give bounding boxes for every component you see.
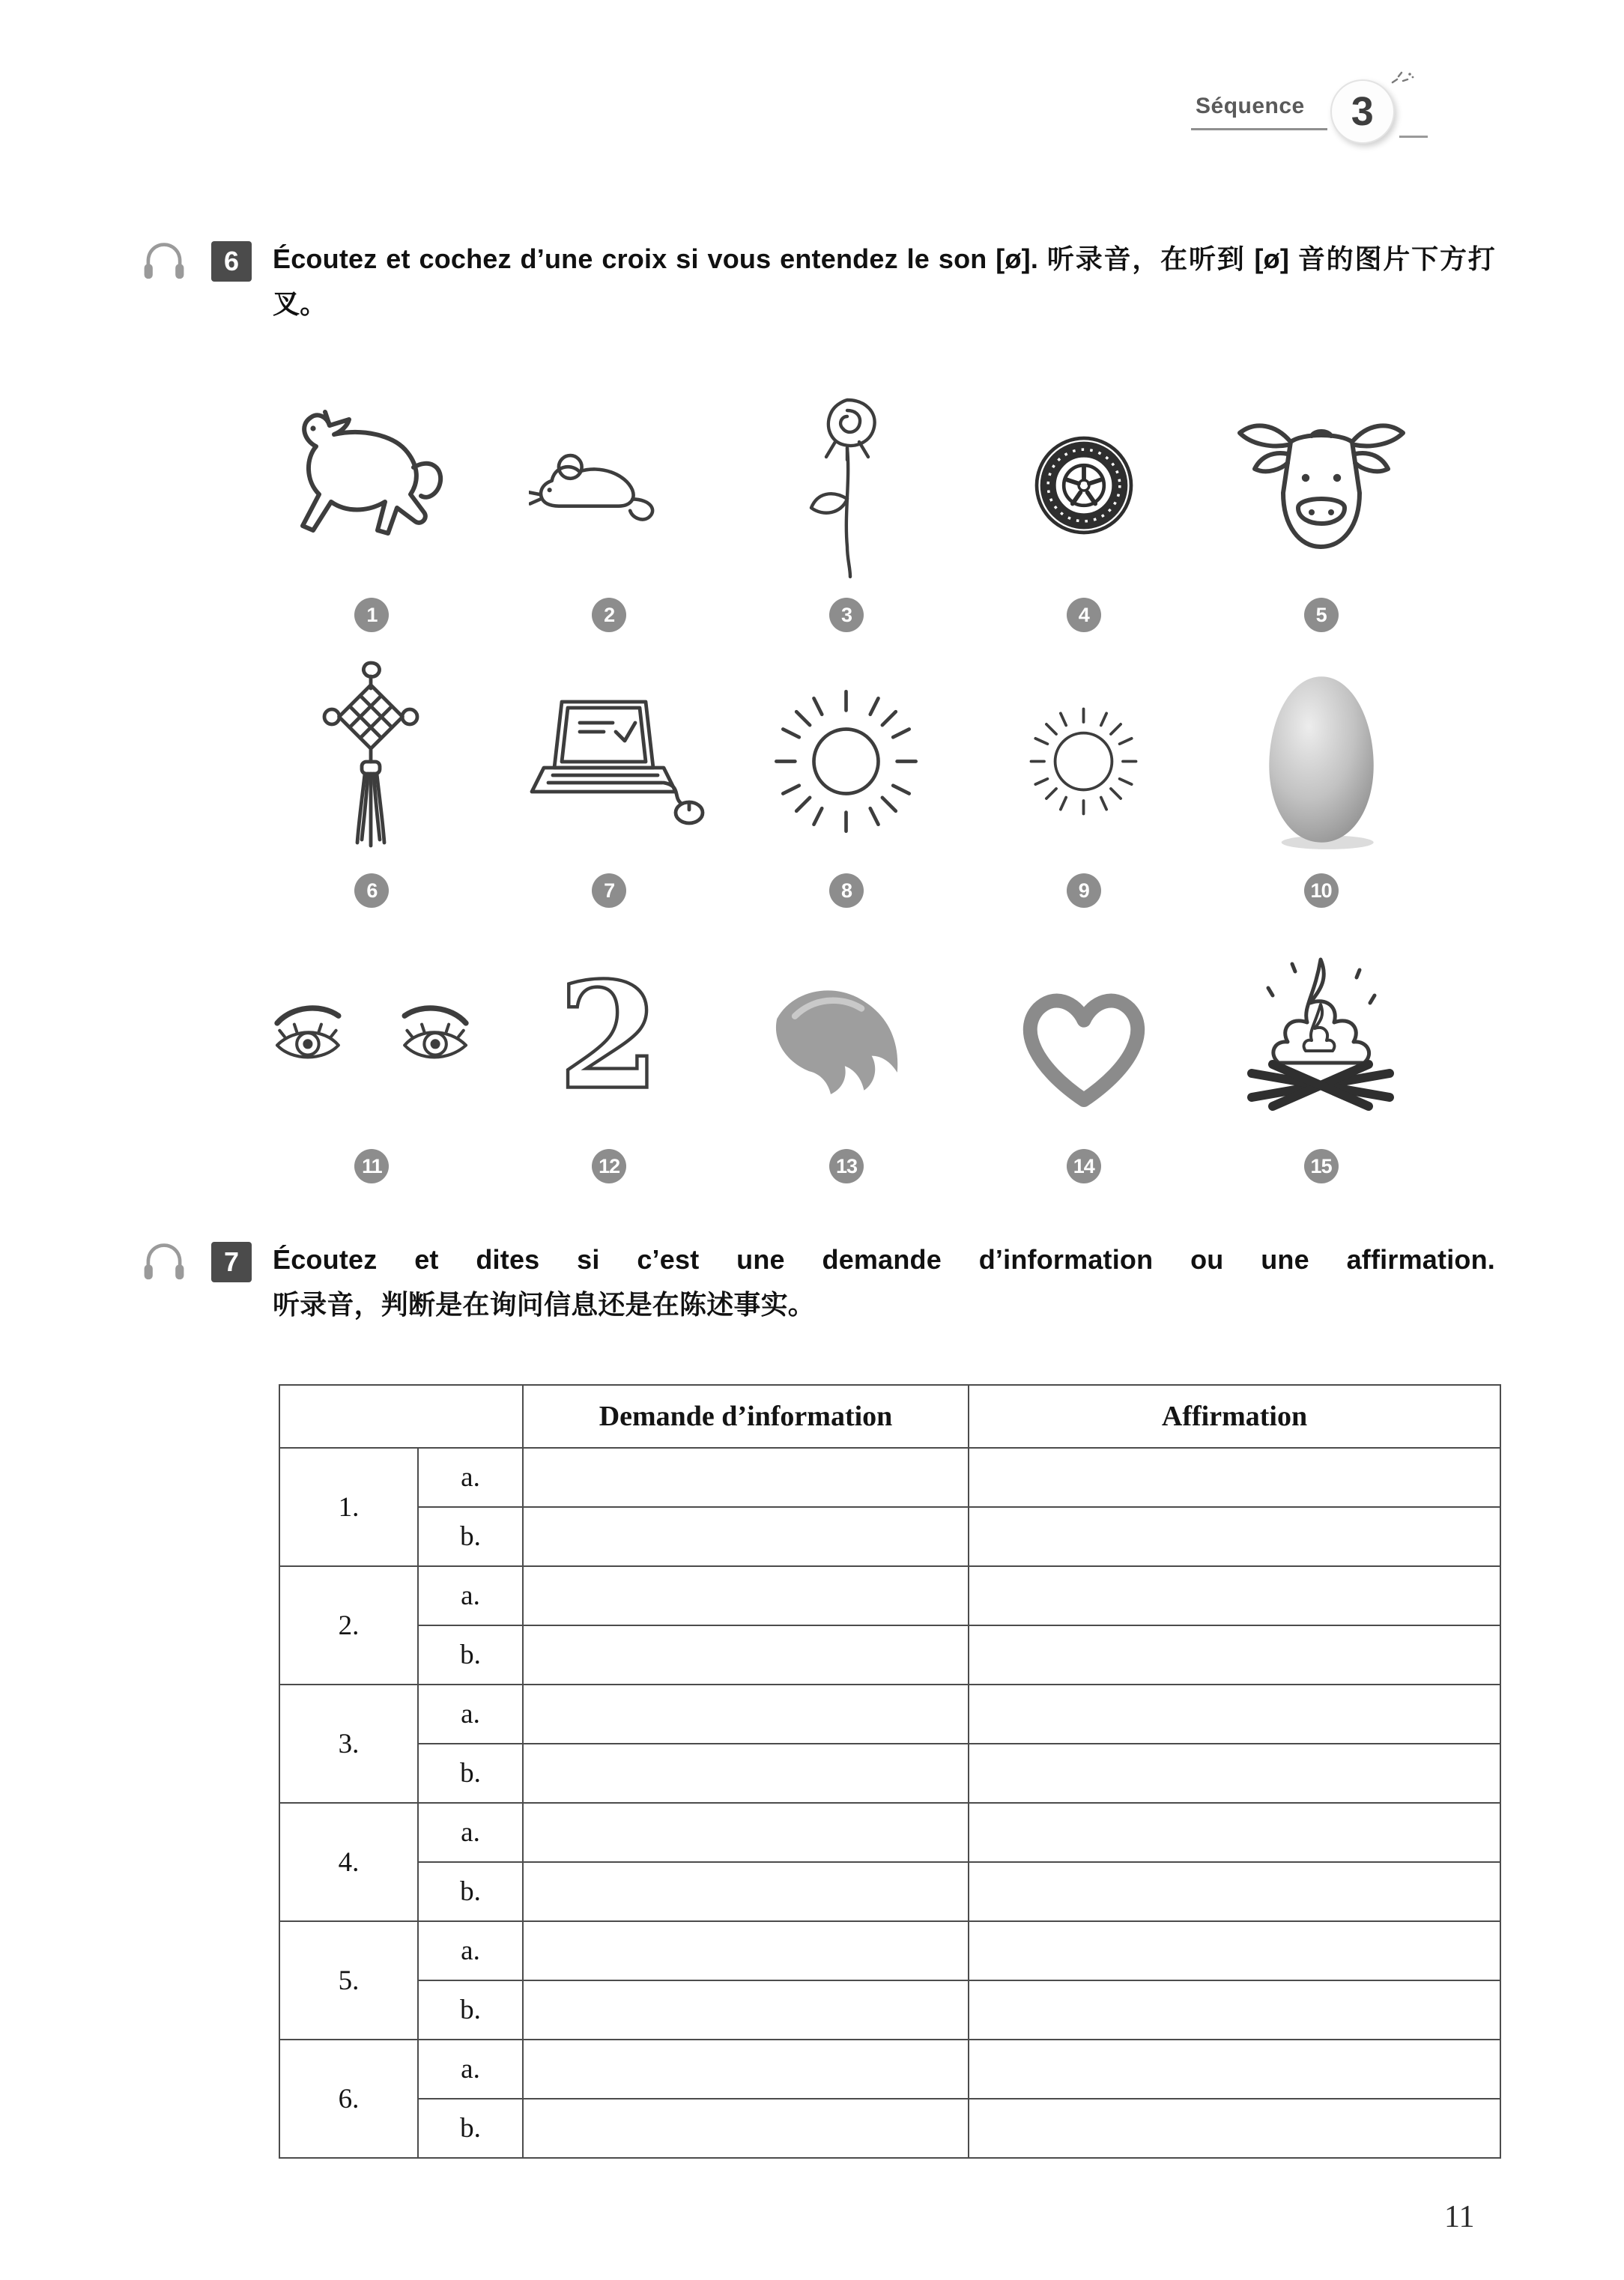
sun-icon: [766, 681, 927, 842]
row-number-cell: 2.: [279, 1566, 418, 1685]
sound-item: [253, 935, 491, 1183]
instruction-french: Écoutez et dites si c’est une demande d’information ou une affirmation.: [273, 1244, 1495, 1275]
item-image: [728, 935, 966, 1139]
sub-label-cell: a.: [418, 1803, 523, 1862]
item-number-badge: 8: [829, 873, 864, 908]
item-image: [728, 659, 966, 863]
item-number-badge: 3: [829, 598, 864, 632]
demande-answer-cell: [523, 1625, 969, 1685]
demande-answer-cell: [523, 1448, 969, 1507]
horse-icon: [259, 395, 484, 575]
row-number-cell: 5.: [279, 1921, 418, 2040]
sound-item: [1202, 935, 1440, 1183]
item-number-badge: 7: [592, 873, 626, 908]
demande-answer-cell: [523, 1507, 969, 1566]
row-number-cell: 4.: [279, 1803, 418, 1921]
table-row: [279, 1507, 1500, 1566]
demande-answer-cell: [523, 1980, 969, 2040]
sound-item: [491, 659, 728, 908]
exercise-7-header: [139, 1237, 1495, 1328]
affirmation-answer-cell: [969, 1566, 1500, 1625]
sub-label-cell: a.: [418, 1685, 523, 1744]
sound-item: [728, 935, 966, 1183]
row-number-cell: 6.: [279, 2040, 418, 2158]
sequence-number-circle: [1330, 79, 1395, 144]
demande-answer-cell: [523, 1566, 969, 1625]
table-row: [279, 1921, 1500, 1980]
item-image: [965, 383, 1202, 587]
affirmation-answer-cell: [969, 1685, 1500, 1744]
table-row: [279, 1862, 1500, 1921]
page-number: 11: [1444, 2200, 1475, 2234]
sound-item: [1202, 659, 1440, 908]
heart-icon: [999, 962, 1169, 1112]
item-number-badge: 1: [354, 598, 389, 632]
item-image: [965, 935, 1202, 1139]
item-number-badge: 2: [592, 598, 626, 632]
affirmation-answer-cell: [969, 1980, 1500, 2040]
row-number-cell: 3.: [279, 1685, 418, 1803]
column-header-affirmation: Affirmation: [969, 1385, 1500, 1448]
sub-label-cell: b.: [418, 1862, 523, 1921]
sub-label-cell: b.: [418, 1980, 523, 2040]
sound-item: [253, 659, 491, 908]
table-header-row: [279, 1385, 1500, 1448]
item-number-badge: 4: [1067, 598, 1101, 632]
table-row: [279, 1980, 1500, 2040]
item-number-badge: 14: [1067, 1149, 1101, 1183]
number-two-icon: [549, 956, 669, 1117]
sound-item: [965, 659, 1202, 908]
affirmation-answer-cell: [969, 2099, 1500, 2158]
sun-icon: [1018, 696, 1149, 827]
sequence-underline: [1399, 136, 1428, 138]
demande-answer-cell: [523, 2040, 969, 2099]
eyes-icon: [267, 996, 476, 1077]
sequence-label: Séquence: [1191, 94, 1327, 130]
item-image: [1202, 383, 1440, 587]
item-image: [1202, 935, 1440, 1139]
affirmation-answer-cell: [969, 1625, 1500, 1685]
table-row: [279, 1744, 1500, 1803]
headphones-icon: [139, 238, 189, 288]
tire-icon: [1031, 433, 1136, 538]
sound-item: [253, 383, 491, 632]
item-image: [491, 935, 728, 1139]
exercise-number-badge: 6: [211, 241, 252, 282]
exercise-7-instruction: [273, 1237, 1495, 1328]
affirmation-answer-cell: [969, 1448, 1500, 1507]
item-number-badge: 13: [829, 1149, 864, 1183]
table-corner-cell: [279, 1385, 523, 1448]
sub-label-cell: a.: [418, 1448, 523, 1507]
affirmation-answer-cell: [969, 2040, 1500, 2099]
sub-label-cell: a.: [418, 1566, 523, 1625]
cow-icon: [1228, 403, 1415, 568]
sub-label-cell: a.: [418, 1921, 523, 1980]
demande-answer-cell: [523, 1803, 969, 1862]
item-number-badge: 5: [1304, 598, 1339, 632]
sub-label-cell: b.: [418, 1507, 523, 1566]
demande-answer-cell: [523, 1862, 969, 1921]
egg-icon: [1250, 670, 1393, 852]
demande-answer-cell: [523, 1921, 969, 1980]
item-image: [253, 935, 491, 1139]
laptop-icon: [508, 690, 710, 832]
mouse-icon: [529, 428, 690, 543]
sub-label-cell: a.: [418, 2040, 523, 2099]
affirmation-answer-cell: [969, 1744, 1500, 1803]
rose-icon: [790, 388, 903, 583]
table-row: [279, 2099, 1500, 2158]
affirmation-answer-cell: [969, 1862, 1500, 1921]
sparkle-icon: [1390, 69, 1416, 87]
exercise-number-badge: 7: [211, 1242, 252, 1282]
table-row: [279, 1448, 1500, 1507]
affirmation-answer-cell: [969, 1507, 1500, 1566]
bonfire-icon: [1228, 950, 1415, 1123]
item-number-badge: 6: [354, 873, 389, 908]
demande-answer-cell: [523, 2099, 969, 2158]
chinese-knot-icon: [315, 660, 428, 862]
item-image: [491, 659, 728, 863]
item-image: [491, 383, 728, 587]
instruction-chinese: 听录音，判断是在询问信息还是在陈述事实。: [273, 1289, 816, 1321]
table-row: [279, 2040, 1500, 2099]
item-number-badge: 12: [592, 1149, 626, 1183]
table-row: [279, 1625, 1500, 1685]
sequence-header: [1191, 79, 1428, 144]
affirmation-answer-cell: [969, 1921, 1500, 1980]
demande-answer-cell: [523, 1744, 969, 1803]
demande-answer-cell: [523, 1685, 969, 1744]
column-header-demande: Demande d’information: [523, 1385, 969, 1448]
sound-item: [728, 383, 966, 632]
sound-picture-grid: [253, 383, 1440, 1183]
exercise-6-instruction: Écoutez et cochez d’une croix si vous entendez le son [ø]. 听录音，在听到 [ø] 音的图片下方打叉。: [273, 243, 1495, 320]
item-number-badge: 11: [354, 1149, 389, 1183]
sound-item: [491, 935, 728, 1183]
item-image: [965, 659, 1202, 863]
item-image: [1202, 659, 1440, 863]
item-number-badge: 15: [1304, 1149, 1339, 1183]
item-number-badge: 9: [1067, 873, 1101, 908]
sub-label-cell: b.: [418, 1744, 523, 1803]
item-image: [253, 383, 491, 587]
affirmation-answer-cell: [969, 1803, 1500, 1862]
table-row: [279, 1685, 1500, 1744]
row-number-cell: 1.: [279, 1448, 418, 1566]
item-number-badge: 10: [1304, 873, 1339, 908]
table-row: [279, 1566, 1500, 1625]
sound-item: [491, 383, 728, 632]
sound-item: [1202, 383, 1440, 632]
exercise-6-header: [139, 237, 1495, 327]
tail-icon: [769, 972, 923, 1101]
sequence-number: 3: [1351, 89, 1374, 134]
sound-item: [965, 935, 1202, 1183]
sub-label-cell: b.: [418, 2099, 523, 2158]
svg-text:2: 2: [558, 956, 661, 1117]
item-image: [728, 383, 966, 587]
headphones-icon: [139, 1239, 189, 1288]
exercise-7-table: [279, 1384, 1501, 2159]
item-image: [253, 659, 491, 863]
sound-item: [965, 383, 1202, 632]
sound-item: [728, 659, 966, 908]
sub-label-cell: b.: [418, 1625, 523, 1685]
table-row: [279, 1803, 1500, 1862]
